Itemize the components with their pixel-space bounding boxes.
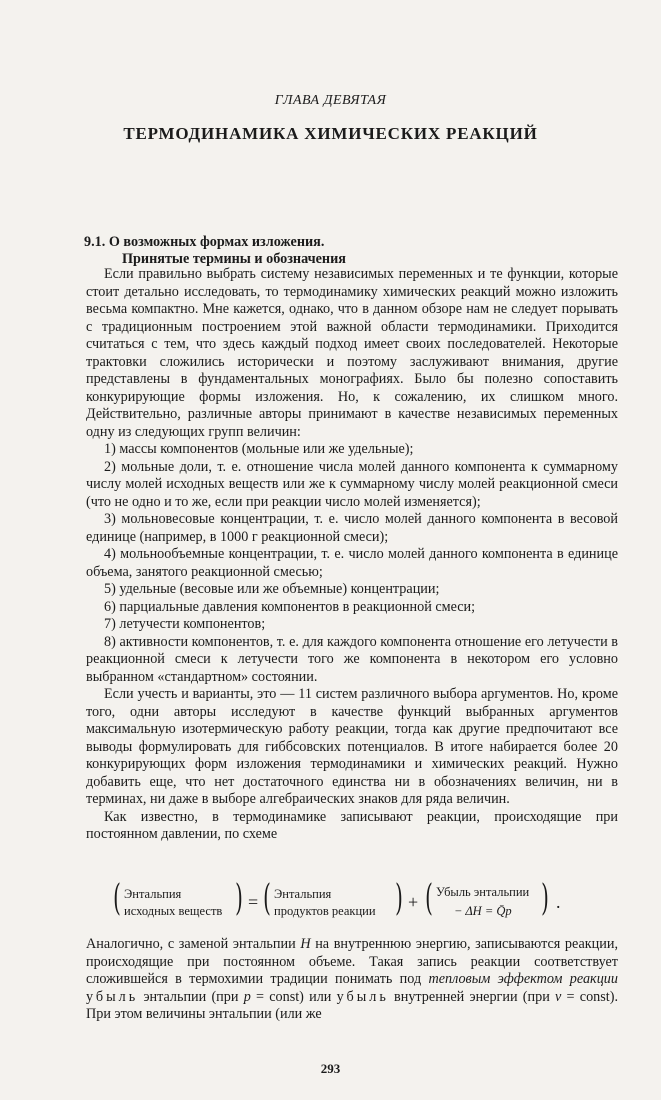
list-item: 4) мольнообъемные концентрации, т. е. число молей данного компонента в единице объема, занятого реакционной смесью; — [86, 546, 618, 580]
list-item: 6) парциальные давления компонентов в реакционной смеси; — [104, 598, 476, 615]
left-paren: ( — [425, 878, 433, 919]
formula-term-a-line2: исходных веществ — [124, 904, 223, 918]
plus-sign: + — [408, 892, 419, 912]
section-heading-line1: 9.1. О возможных формах изложения. — [84, 234, 325, 250]
list-item: 7) летучести компонентов; — [104, 616, 266, 632]
right-paren: ) — [235, 878, 243, 919]
formula-term-c-line1: Убыль энтальпии — [436, 885, 530, 899]
period: . — [556, 892, 561, 912]
formula-term-c-line2: − ΔH = Q̄p — [454, 904, 512, 918]
body-text-lower — [86, 936, 618, 1024]
formula-term-b-line1: Энтальпия — [274, 887, 332, 901]
right-paren: ) — [541, 878, 549, 919]
enthalpy-formula — [110, 880, 590, 928]
section-heading — [84, 234, 604, 268]
chapter-title: ТЕРМОДИНАМИКА ХИМИЧЕСКИХ РЕАКЦИЙ — [123, 124, 538, 143]
section-heading-line2: Принятые термины и обозначения — [122, 251, 346, 267]
right-paren: ) — [395, 878, 403, 919]
paragraph-intro: Если правильно выбрать систему независимых переменных и те функции, которые стоит детально исследовать, то термодинамику химических реакций можно изложить весьма компактно. Мне кажется, однако, что в данном обзоре нам не следует порывать с традиционным построением этой важной области термодинамики. Приходится считаться с тем, что здесь каждый подход имеет своих последователей. Некоторые трактовки сложились исторически и поэтому заслуживают внимания, другие представлены в фундаментальных монографиях. Было бы полезно сопоставить конкурирующие формы изложения. Но, к сожалению, их слишком много. Действительно, различные авторы принимают в качестве независимых переменных одну из следующих групп величин: — [86, 266, 618, 440]
equals-sign: = — [248, 892, 259, 912]
list-item: 2) мольные доли, т. е. отношение числа молей данного компонента к суммарному числу молей исходных веществ или же к суммарному числу молей реакционной смеси (что не одно и то же, если при реакции число молей изменяется); — [86, 458, 618, 510]
formula-term-b-line2: продуктов реакции — [274, 904, 376, 918]
paragraph-variants: Если учесть и варианты, это — 11 систем различного выбора аргументов. Но, кроме того, одни авторы исследуют в качестве функций выбранных аргументов максимальную изотермическую работу реакции, тогда как другие предпочитают все выводы формулировать для гиббсовских потенциалов. В итоге набирается более 20 конкурирующих форм изложения термодинамики и химических реакций. Нужно добавить еще, что нет достаточного единства ни в обозначениях величин, ни в терминах, ни даже в выборе алгебраических знаков для ряда величин. — [86, 686, 618, 807]
body-text-upper — [86, 266, 618, 844]
list-item: 8) активности компонентов, т. е. для каждого компонента отношение его летучести в реакционной смеси к летучести того же компонента в некотором его условно выбранном «стандартном» состоянии. — [86, 633, 618, 685]
list-item: 3) мольновесовые концентрации, т. е. число молей данного компонента в весовой единице (например, в 1000 г реакционной смеси); — [86, 511, 618, 545]
left-paren: ( — [113, 878, 121, 919]
left-paren: ( — [263, 878, 271, 919]
page-number: 293 — [320, 1061, 341, 1076]
paragraph-scheme-intro: Как известно, в термодинамике записывают реакции, происходящие при постоянном давлении, по схеме — [86, 808, 618, 842]
formula-term-a-line1: Энтальпия — [124, 887, 182, 901]
chapter-label: ГЛАВА ДЕВЯТАЯ — [274, 93, 387, 108]
list-item: 1) массы компонентов (мольные или же удельные); — [104, 441, 414, 457]
list-item: 5) удельные (весовые или же объемные) концентрации; — [104, 581, 440, 597]
paragraph-analogy: Аналогично, с заменой энтальпии H на внутреннюю энергию, записываются реакции, происходящие при постоянном объеме. Такая запись реакции соответствует сложившейся в термохимии традиции понимать под тепловым эффектом реакции убыль энтальпии (при p = const) или убыль внутренней энергии (при v = const). При этом величины энтальпии (или же — [86, 936, 618, 1022]
